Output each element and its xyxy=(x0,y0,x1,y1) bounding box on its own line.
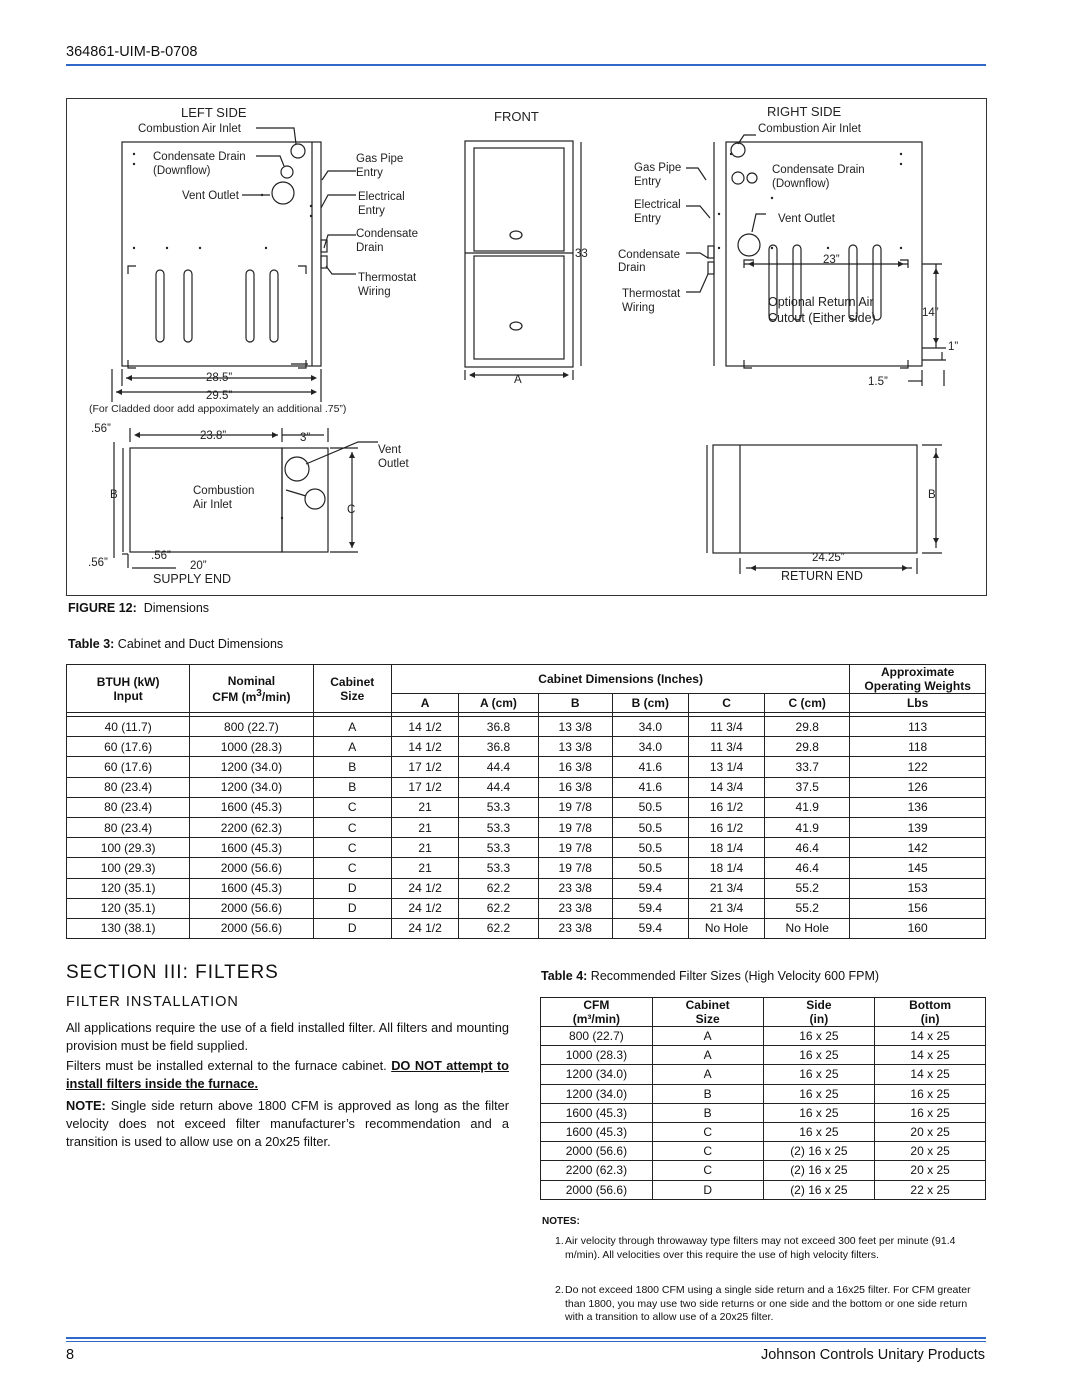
th-cabinet-label: Cabinet xyxy=(330,674,375,689)
t4-th-side xyxy=(763,998,875,1027)
dimensions-figure xyxy=(66,98,986,595)
note-1 xyxy=(555,1235,980,1262)
table-cell: 55.2 xyxy=(765,878,850,898)
table-cell: 13 3/8 xyxy=(538,717,612,737)
label-right-drain: Drain xyxy=(618,262,646,274)
label-right-vent-outlet: Vent Outlet xyxy=(778,213,835,225)
table-cell: A xyxy=(652,1046,763,1065)
table-cell: 156 xyxy=(850,898,986,918)
table-row xyxy=(541,1084,986,1103)
table-cell: C xyxy=(313,797,391,817)
table-cell: 37.5 xyxy=(765,777,850,797)
table-cell: 53.3 xyxy=(459,797,539,817)
table-cell: A xyxy=(313,737,391,757)
label-right-gas-pipe: Gas Pipe xyxy=(634,162,682,174)
dim-14: 14” xyxy=(922,307,939,319)
dim-20: 20” xyxy=(190,560,207,572)
table-cell: 62.2 xyxy=(459,898,539,918)
table-cell: 1600 (45.3) xyxy=(541,1122,653,1141)
t4-th-bottom-unit: (in) xyxy=(920,1012,940,1026)
table-cell: 60 (17.6) xyxy=(67,757,190,777)
dim-23: 23” xyxy=(823,254,840,266)
dim-29-5: 29.5” xyxy=(206,390,233,402)
dim-23-8: 23.8” xyxy=(200,430,227,442)
th-b-cm: B (cm) xyxy=(612,694,688,713)
table-cell: 62.2 xyxy=(459,918,539,938)
section-title: SECTION III: FILTERS xyxy=(66,962,279,983)
table4-caption-label: Table 4: xyxy=(541,969,588,983)
table-cell: 44.4 xyxy=(459,757,539,777)
table-cell: 19 7/8 xyxy=(538,797,612,817)
label-condensate: Condensate xyxy=(356,228,419,240)
th-cfm-end: /min) xyxy=(261,689,291,704)
label-combustion-air-inlet: Combustion Air Inlet xyxy=(138,123,241,135)
table-cell: C xyxy=(652,1161,763,1180)
table-cell: 14 x 25 xyxy=(875,1027,986,1046)
table-cell: 21 xyxy=(391,817,458,837)
table3-caption-text: Cabinet and Duct Dimensions xyxy=(117,637,284,651)
th-a-cm: A (cm) xyxy=(459,694,539,713)
table-row xyxy=(67,737,986,757)
label-right-electrical-entry: Entry xyxy=(634,213,661,225)
table-cell: 59.4 xyxy=(612,878,688,898)
label-vent: Vent xyxy=(378,444,402,456)
note-1-text: Air velocity through throwaway type filters may not exceed 300 feet per minute (91.4 m/min). All velocities over this require the use of high velocity filters. xyxy=(565,1235,956,1261)
table-cell: 21 xyxy=(391,797,458,817)
table-cell: 44.4 xyxy=(459,777,539,797)
table-cell: 16 x 25 xyxy=(875,1084,986,1103)
table-cell: 53.3 xyxy=(459,817,539,837)
table-cell: 800 (22.7) xyxy=(541,1027,653,1046)
t4-th-cabinet-label: Cabinet xyxy=(685,998,730,1012)
label-right-electrical: Electrical xyxy=(634,199,681,211)
table-cell: No Hole xyxy=(688,918,764,938)
table-cell: 41.6 xyxy=(612,757,688,777)
table-cell: 21 3/4 xyxy=(688,878,764,898)
front-panel xyxy=(465,141,573,367)
table-cell: 34.0 xyxy=(612,737,688,757)
table-cell: 2000 (56.6) xyxy=(541,1142,653,1161)
dim-c: C xyxy=(347,504,356,516)
table-cell: 1000 (28.3) xyxy=(190,737,313,757)
do-not-warning: DO NOT attempt to install filters inside the furnace. xyxy=(66,1058,509,1091)
table-cell: 46.4 xyxy=(765,858,850,878)
table-cell: 2200 (62.3) xyxy=(541,1161,653,1180)
table-cell: 130 (38.1) xyxy=(67,918,190,938)
t4-th-cfm-unit: (m³/min) xyxy=(572,1012,621,1026)
table-cell: B xyxy=(652,1084,763,1103)
t4-th-size-label: Size xyxy=(695,1012,720,1026)
th-nominal-cfm xyxy=(190,665,313,713)
label-right-combustion-air-inlet: Combustion Air Inlet xyxy=(758,123,861,135)
label-left-side: LEFT SIDE xyxy=(181,105,247,120)
note-2 xyxy=(555,1284,980,1325)
th-btuh-label: BTUH (kW) xyxy=(96,674,160,689)
table4-caption-text: Recommended Filter Sizes (High Velocity 600 FPM) xyxy=(590,969,880,983)
note-1-number: 1. xyxy=(555,1235,564,1247)
table-cell: 16 x 25 xyxy=(763,1122,875,1141)
table-cell: 16 1/2 xyxy=(688,817,764,837)
filter-sizes-table xyxy=(540,997,986,1200)
table-cell: 13 1/4 xyxy=(688,757,764,777)
th-cabinet-size xyxy=(313,665,391,713)
table-cell: 16 x 25 xyxy=(763,1103,875,1122)
dim-056-top: .56” xyxy=(91,423,111,435)
table-cell: 53.3 xyxy=(459,858,539,878)
table-cell: 19 7/8 xyxy=(538,838,612,858)
table-row xyxy=(67,797,986,817)
header-rule xyxy=(66,64,986,66)
table-row xyxy=(67,898,986,918)
label-electrical-entry: Entry xyxy=(358,205,385,217)
table-row xyxy=(67,838,986,858)
table-cell: 142 xyxy=(850,838,986,858)
table-cell: 19 7/8 xyxy=(538,858,612,878)
table-cell: 13 3/8 xyxy=(538,737,612,757)
table-cell: 46.4 xyxy=(765,838,850,858)
label-wiring: Wiring xyxy=(358,286,391,298)
table-cell: 23 3/8 xyxy=(538,898,612,918)
t4-th-side-label: Side xyxy=(806,998,832,1012)
table-row xyxy=(541,1046,986,1065)
table-cell: 50.5 xyxy=(612,858,688,878)
table-cell: D xyxy=(313,898,391,918)
table-row xyxy=(541,1065,986,1084)
dim-24-25: 24.25” xyxy=(812,552,845,564)
footer-rule-thin xyxy=(66,1341,986,1342)
table-cell: 24 1/2 xyxy=(391,898,458,918)
table-cell: 11 3/4 xyxy=(688,737,764,757)
table-cell: 16 x 25 xyxy=(763,1084,875,1103)
figure-caption-text: Dimensions xyxy=(143,601,210,615)
table-cell: A xyxy=(652,1065,763,1084)
table-cell: 19 7/8 xyxy=(538,817,612,837)
t4-th-cfm-label: CFM xyxy=(583,998,610,1012)
table-cell: D xyxy=(313,918,391,938)
dim-1-5: 1.5” xyxy=(868,376,888,388)
th-input-label: Input xyxy=(113,688,143,703)
table-cell: B xyxy=(313,757,391,777)
table-cell: 1600 (45.3) xyxy=(190,838,313,858)
footer-company: Johnson Controls Unitary Products xyxy=(760,1347,985,1363)
label-drain: Drain xyxy=(356,242,384,254)
table-cell: 139 xyxy=(850,817,986,837)
table-cell: 1200 (34.0) xyxy=(190,757,313,777)
table-cell: 80 (23.4) xyxy=(67,777,190,797)
table-cell: C xyxy=(652,1142,763,1161)
label-right-condensate: Condensate xyxy=(618,249,681,261)
dim-b-return: B xyxy=(928,489,936,501)
table-row xyxy=(67,858,986,878)
table-row xyxy=(67,717,986,737)
table-cell: 145 xyxy=(850,858,986,878)
table-cell: C xyxy=(313,817,391,837)
table-cell: 800 (22.7) xyxy=(190,717,313,737)
label-electrical: Electrical xyxy=(358,191,405,203)
th-c-cm: C (cm) xyxy=(765,694,850,713)
table-row xyxy=(541,1180,986,1199)
table-cell: 16 x 25 xyxy=(763,1046,875,1065)
dim-b-supply: B xyxy=(110,489,118,501)
page-number: 8 xyxy=(66,1347,75,1363)
label-vent-outlet: Vent Outlet xyxy=(182,190,239,202)
table-cell: 59.4 xyxy=(612,918,688,938)
label-gas-entry: Entry xyxy=(356,167,383,179)
table-cell: 14 1/2 xyxy=(391,717,458,737)
footer-rule xyxy=(66,1337,986,1339)
note-text: Single side return above 1800 CFM is approved as long as the filter velocity does not exceed filter manufacturer’s recommendation and a transition is used to allow use on a 20x25 filter. xyxy=(66,1098,509,1149)
table-row xyxy=(541,1103,986,1122)
label-cutout-either-side: Cutout (Either side) xyxy=(768,311,876,325)
th-c: C xyxy=(688,694,764,713)
table-cell: 18 1/4 xyxy=(688,858,764,878)
table-cell: 62.2 xyxy=(459,878,539,898)
table-cell: 33.7 xyxy=(765,757,850,777)
notes-heading: NOTES: xyxy=(542,1216,580,1227)
table-cell: 16 3/8 xyxy=(538,757,612,777)
table-cell: 20 x 25 xyxy=(875,1142,986,1161)
table-cell: 16 1/2 xyxy=(688,797,764,817)
table-cell: 2000 (56.6) xyxy=(541,1180,653,1199)
table-cell: 160 xyxy=(850,918,986,938)
t4-th-side-unit: (in) xyxy=(809,1012,829,1026)
table-cell: D xyxy=(313,878,391,898)
label-supply-end: SUPPLY END xyxy=(153,572,232,586)
table-cell: B xyxy=(313,777,391,797)
note-2-number: 2. xyxy=(555,1284,564,1296)
cladded-note: (For Cladded door add appoximately an additional .75”) xyxy=(89,403,347,415)
t4-th-cfm xyxy=(541,998,653,1027)
table-row xyxy=(67,817,986,837)
table-row xyxy=(541,1161,986,1180)
table-cell: 50.5 xyxy=(612,797,688,817)
figure-caption xyxy=(68,601,209,615)
table-cell: 36.8 xyxy=(459,717,539,737)
th-b: B xyxy=(538,694,612,713)
label-thermostat: Thermostat xyxy=(358,272,417,284)
table-cell: 100 (29.3) xyxy=(67,838,190,858)
th-cabinet-dims: Cabinet Dimensions (Inches) xyxy=(391,665,849,694)
table-cell: 50.5 xyxy=(612,838,688,858)
label-condensate-drain: Condensate Drain xyxy=(153,151,246,163)
paragraph-filter-requirement: All applications require the use of a field installed filter. All filters and mounting provision must be field supplied. xyxy=(66,1020,509,1053)
th-lbs: Lbs xyxy=(850,694,986,713)
table-cell: 113 xyxy=(850,717,986,737)
table3-caption xyxy=(68,637,283,651)
t4-th-bottom xyxy=(875,998,986,1027)
table-cell: 40 (11.7) xyxy=(67,717,190,737)
table-cell: B xyxy=(652,1103,763,1122)
table-cell: 16 x 25 xyxy=(875,1103,986,1122)
table-row xyxy=(67,918,986,938)
label-right-condensate-drain: Condensate Drain xyxy=(772,164,865,176)
table-cell: 16 x 25 xyxy=(763,1065,875,1084)
table-cell: 20 x 25 xyxy=(875,1161,986,1180)
table-cell: 122 xyxy=(850,757,986,777)
table-cell: 120 (35.1) xyxy=(67,878,190,898)
paragraph-filter-external-text: Filters must be installed external to the furnace cabinet. xyxy=(66,1058,392,1073)
paragraph-filter-external xyxy=(66,1057,509,1093)
table-cell: 1200 (34.0) xyxy=(190,777,313,797)
th-btuh xyxy=(67,665,190,713)
table-cell: 50.5 xyxy=(612,817,688,837)
table-cell: 55.2 xyxy=(765,898,850,918)
table-cell: 23 3/8 xyxy=(538,878,612,898)
dim-28-5: 28.5” xyxy=(206,372,233,384)
table-cell: 11 3/4 xyxy=(688,717,764,737)
table-cell: 153 xyxy=(850,878,986,898)
table-row xyxy=(67,777,986,797)
table-row xyxy=(541,1122,986,1141)
th-approx-weights xyxy=(850,665,986,694)
subsection-title: FILTER INSTALLATION xyxy=(66,994,239,1010)
document-id: 364861-UIM-B-0708 xyxy=(66,44,198,60)
table-cell: 1600 (45.3) xyxy=(190,797,313,817)
table-cell: 22 x 25 xyxy=(875,1180,986,1199)
label-right-thermostat: Thermostat xyxy=(622,288,681,300)
label-right-gas-entry: Entry xyxy=(634,176,661,188)
label-right-downflow: (Downflow) xyxy=(772,178,830,190)
th-a: A xyxy=(391,694,458,713)
table-cell: (2) 16 x 25 xyxy=(763,1161,875,1180)
table-cell: 41.9 xyxy=(765,817,850,837)
table-row xyxy=(541,1027,986,1046)
cabinet-dimensions-body xyxy=(67,713,986,939)
cabinet-dimensions-table xyxy=(66,664,986,939)
dim-056-side: .56” xyxy=(151,550,171,562)
table-cell: 16 3/8 xyxy=(538,777,612,797)
table-cell: 14 x 25 xyxy=(875,1046,986,1065)
th-size-label: Size xyxy=(340,688,365,703)
label-front: FRONT xyxy=(494,109,539,124)
table-cell: 24 1/2 xyxy=(391,878,458,898)
dim-056-bottom: .56” xyxy=(88,557,108,569)
dim-3: 3” xyxy=(300,432,311,444)
dim-a: A xyxy=(514,374,522,386)
note-2-text: Do not exceed 1800 CFM using a single side return and a 16x25 filter. For CFM greater than 1800, you may use two side returns or one side and the bottom or one side return with a transition to allow use of a 20x25 filter. xyxy=(565,1284,971,1323)
table-row xyxy=(67,878,986,898)
table-cell: 2200 (62.3) xyxy=(190,817,313,837)
table-cell: 23 3/8 xyxy=(538,918,612,938)
table-cell: 24 1/2 xyxy=(391,918,458,938)
table-cell: 1600 (45.3) xyxy=(541,1103,653,1122)
table-cell: 14 3/4 xyxy=(688,777,764,797)
return-end-panel xyxy=(713,445,917,553)
table-cell: 118 xyxy=(850,737,986,757)
figure-caption-label: FIGURE 12: xyxy=(68,601,137,615)
dim-1: 1” xyxy=(948,341,959,353)
table-cell: (2) 16 x 25 xyxy=(763,1142,875,1161)
table3-caption-label: Table 3: xyxy=(68,637,115,651)
label-downflow: (Downflow) xyxy=(153,165,211,177)
table4-caption xyxy=(541,969,879,983)
table-cell: 36.8 xyxy=(459,737,539,757)
table-cell: 1200 (34.0) xyxy=(541,1065,653,1084)
table-cell: 17 1/2 xyxy=(391,777,458,797)
table-cell: 18 1/4 xyxy=(688,838,764,858)
table-cell: C xyxy=(313,858,391,878)
table-cell: D xyxy=(652,1180,763,1199)
table-cell: 21 xyxy=(391,858,458,878)
table-cell: C xyxy=(313,838,391,858)
t4-th-cabinet xyxy=(652,998,763,1027)
label-right-side: RIGHT SIDE xyxy=(767,104,842,119)
table-cell: 1200 (34.0) xyxy=(541,1084,653,1103)
table-cell: 100 (29.3) xyxy=(67,858,190,878)
label-outlet: Outlet xyxy=(378,458,409,470)
t4-th-bottom-label: Bottom xyxy=(909,998,952,1012)
dim-33: 33 xyxy=(575,248,588,260)
table-cell: 21 xyxy=(391,838,458,858)
table-cell: 14 x 25 xyxy=(875,1065,986,1084)
table-cell: 21 3/4 xyxy=(688,898,764,918)
table-cell: 29.8 xyxy=(765,737,850,757)
label-air-inlet: Air Inlet xyxy=(193,499,232,511)
th-approx-label: Approximate xyxy=(880,665,955,679)
label-return-end: RETURN END xyxy=(781,569,863,583)
table-cell: 80 (23.4) xyxy=(67,817,190,837)
table-cell: 29.8 xyxy=(765,717,850,737)
table-cell: 16 x 25 xyxy=(763,1027,875,1046)
table-cell: 41.9 xyxy=(765,797,850,817)
label-gas-pipe: Gas Pipe xyxy=(356,153,404,165)
table-cell: 126 xyxy=(850,777,986,797)
th-nominal-label: Nominal xyxy=(227,673,276,688)
table-cell: C xyxy=(652,1122,763,1141)
label-combustion: Combustion xyxy=(193,485,255,497)
table-cell: 17 1/2 xyxy=(391,757,458,777)
th-op-weights-label: Operating Weights xyxy=(864,679,971,693)
table-cell: 136 xyxy=(850,797,986,817)
table-cell: 120 (35.1) xyxy=(67,898,190,918)
paragraph-note xyxy=(66,1097,509,1151)
table-cell: 1000 (28.3) xyxy=(541,1046,653,1065)
table-row xyxy=(67,757,986,777)
table-cell: 53.3 xyxy=(459,838,539,858)
th-cfm-sup: 3 xyxy=(256,687,262,699)
filter-sizes-body xyxy=(541,1027,986,1200)
table-cell: 60 (17.6) xyxy=(67,737,190,757)
label-right-wiring: Wiring xyxy=(622,302,655,314)
table-cell: 20 x 25 xyxy=(875,1122,986,1141)
table-cell: (2) 16 x 25 xyxy=(763,1180,875,1199)
table-cell: 2000 (56.6) xyxy=(190,858,313,878)
table-cell: A xyxy=(652,1027,763,1046)
table-cell: 59.4 xyxy=(612,898,688,918)
note-label: NOTE: xyxy=(66,1098,106,1113)
th-cfm-label: CFM (m xyxy=(212,689,257,704)
table-cell: No Hole xyxy=(765,918,850,938)
table-cell: 14 1/2 xyxy=(391,737,458,757)
table-row xyxy=(541,1142,986,1161)
label-optional-return-air: Optional Return Air xyxy=(768,295,874,309)
table-cell: 41.6 xyxy=(612,777,688,797)
table-cell: 2000 (56.6) xyxy=(190,898,313,918)
table-cell: 80 (23.4) xyxy=(67,797,190,817)
table-cell: 1600 (45.3) xyxy=(190,878,313,898)
table-cell: 2000 (56.6) xyxy=(190,918,313,938)
table-cell: 34.0 xyxy=(612,717,688,737)
table-cell: A xyxy=(313,717,391,737)
